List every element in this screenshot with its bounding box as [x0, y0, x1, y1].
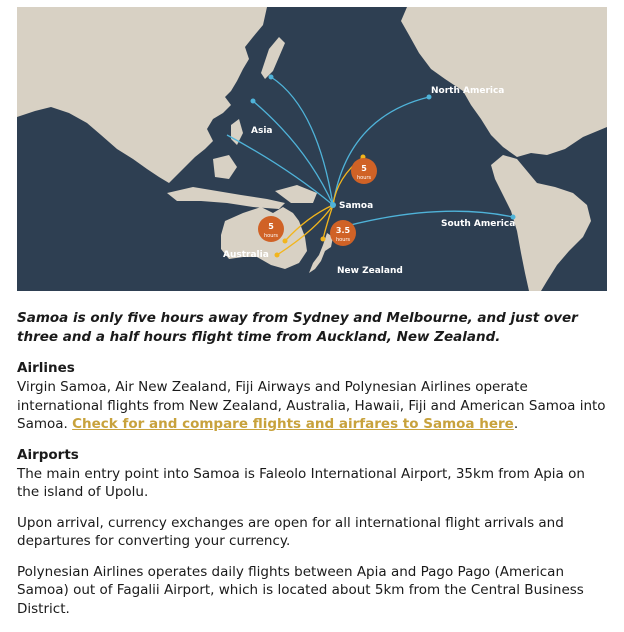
compare-flights-link[interactable]: Check for and compare flights and airfares to Samoa here [72, 416, 514, 432]
point-japan [269, 75, 274, 80]
label-australia: Australia [223, 250, 269, 260]
badge-hawaii [351, 158, 377, 184]
airports-paragraph-3: Polynesian Airlines operates daily flights between Apia and Pago Pago (American Samoa) out of Fagalii Airport, which is located about 5km from the Central Business District. [17, 563, 584, 617]
badge-new-zealand-value: 3.5 [335, 226, 351, 235]
airports-heading: Airports [17, 446, 79, 463]
point-asia [251, 99, 256, 104]
point-melbourne [275, 253, 280, 258]
point-auckland [321, 237, 326, 242]
badge-australia-unit: hours [263, 233, 279, 239]
airlines-heading: Airlines [17, 360, 75, 376]
airlines-text: Virgin Samoa, Air New Zealand, Fiji Airways and Polynesian Airlines operate international flights from New Zealand, Australia, Hawaii, Fiji and American Samoa into Samoa. [17, 379, 606, 432]
point-samoa [330, 202, 336, 208]
badge-hawaii-value: 5 [361, 164, 367, 173]
label-samoa: Samoa [339, 201, 374, 211]
airports-paragraph-2: Upon arrival, currency exchanges are open for all international flight arrivals and departures for converting your currency. [17, 514, 564, 549]
badge-australia [258, 216, 284, 242]
label-north-america: North America [431, 86, 505, 96]
flight-routes-map [17, 7, 607, 291]
airlines-paragraph [17, 378, 607, 434]
badge-australia-value: 5 [268, 222, 274, 231]
airports-paragraph-1: The main entry point into Samoa is Faleolo International Airport, 35km from Apia on the island of Upolu. [17, 465, 585, 500]
badge-new-zealand-unit: hours [335, 237, 351, 243]
intro-text: Samoa is only five hours away from Sydney and Melbourne, and just over three and a half hours flight time from Auckland, New Zealand. [17, 310, 578, 345]
airlines-period: . [513, 416, 519, 432]
badge-hawaii-unit: hours [356, 175, 372, 181]
label-asia: Asia [251, 126, 273, 136]
label-south-america: South America [441, 219, 516, 229]
article-body [17, 309, 607, 628]
point-sydney [283, 239, 288, 244]
label-new-zealand: New Zealand [337, 266, 403, 276]
badge-new-zealand [330, 220, 356, 246]
